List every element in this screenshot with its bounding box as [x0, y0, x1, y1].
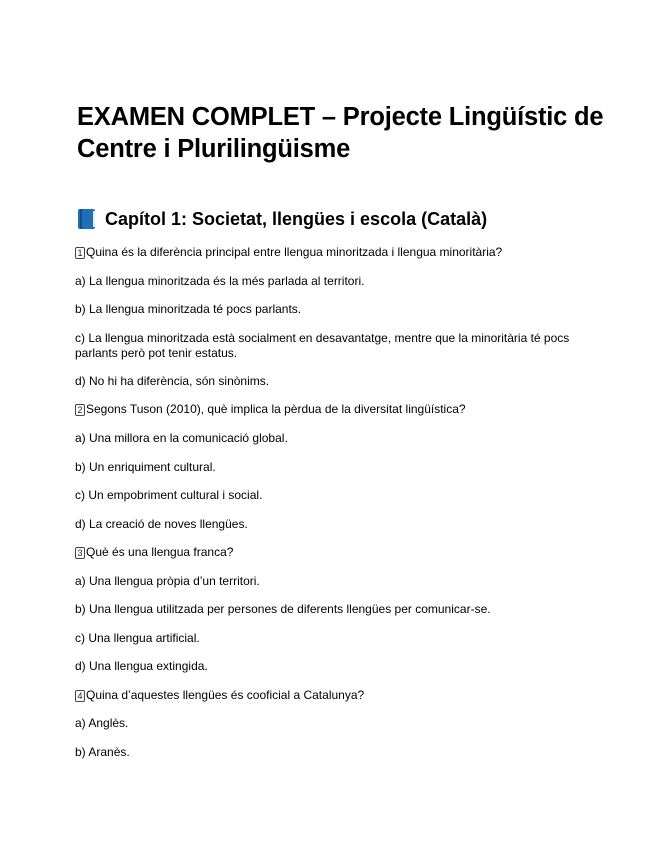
question-2: [75, 402, 575, 417]
keycap-number-icon: 3: [75, 547, 85, 559]
keycap-number-icon: 2: [75, 404, 85, 416]
question-text: Segons Tuson (2010), què implica la pèrdua de la diversitat lingüística?: [86, 402, 466, 416]
answer-option: a) Una millora en la comunicació global.: [75, 431, 288, 445]
chapter-heading: [77, 206, 637, 232]
answer-option: d) Una llengua extingida.: [75, 659, 208, 673]
question-1: [75, 245, 575, 260]
answer-option: c) Un empobriment cultural i social.: [75, 488, 263, 502]
question-4: [75, 688, 575, 703]
keycap-number-icon: 1: [75, 247, 85, 259]
document-title: EXAMEN COMPLET – Projecte Lingüístic de Centre i Plurilingüisme: [77, 103, 604, 163]
question-text: Quina d’aquestes llengües és cooficial a Catalunya?: [86, 688, 365, 702]
answer-option: d) No hi ha diferència, són sinònims.: [75, 374, 270, 388]
question-3: [75, 545, 575, 560]
answer-option: b) Aranès.: [75, 745, 130, 759]
answer-option: d) La creació de noves llengües.: [75, 517, 248, 531]
question-text: Quina és la diferència principal entre llengua minoritzada i llengua minoritària?: [86, 245, 503, 259]
answer-option: c) Una llengua artificial.: [75, 631, 200, 645]
answer-option: a) La llengua minoritzada és la més parlada al territori.: [75, 274, 365, 288]
answer-option: b) Una llengua utilitzada per persones de diferents llengües per comunicar-se.: [75, 602, 491, 616]
answer-option: c) La llengua minoritzada està socialment en desavantatge, mentre que la minoritària té pocs parlants però pot tenir estatus.: [75, 331, 570, 360]
answer-option: a) Una llengua pròpia d’un territori.: [75, 574, 260, 588]
answer-option: a) Anglès.: [75, 716, 129, 730]
answer-option: b) Un enriquiment cultural.: [75, 460, 216, 474]
chapter-title: Capítol 1: Societat, llengües i escola (Català): [105, 209, 488, 229]
blue-book-icon: [77, 208, 97, 230]
answer-option: b) La llengua minoritzada té pocs parlants.: [75, 302, 302, 316]
question-text: Què és una llengua franca?: [86, 545, 234, 559]
keycap-number-icon: 4: [75, 690, 85, 702]
